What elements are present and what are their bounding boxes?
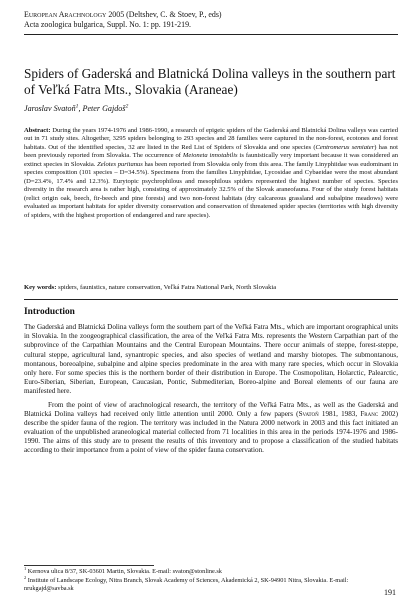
abstract: [24, 127, 398, 220]
intro-p2-text-1: From the point of view of arachnological research, the territory of the Veľká Fatra Mts., as well as the Gaderská and Blatnická Dolina valleys had received only little attention until 2000. Only a few papers (: [24, 400, 398, 418]
footnote-rule: [24, 565, 154, 566]
page-number: 191: [384, 588, 396, 597]
species-1: Centromerus semiater: [315, 143, 375, 151]
citation-2: Franc: [360, 409, 379, 418]
journal-line: [24, 10, 398, 20]
keywords-rule: [24, 299, 398, 300]
species-3: Zelotes puritanus: [97, 160, 143, 168]
footnote-2: [24, 574, 374, 593]
footnote-1-mark: 1: [24, 565, 27, 571]
abstract-text-3: is faunistically very important because it was considered an extinct species in Slovakia.: [24, 152, 398, 168]
intro-p2-text-3: 2002) describe the spider fauna of the region. The territory was included in the Natura 2000 network in 2003 and this fact initiated an evaluation of the unpublished araneological material collected from 71 localities in this area in the periods 1974-1976 and 1986-1990. The aims of this study are to present the results of this inventory and to propose a classification of the studied habitats according to their importance from a point of view of the spider fauna conservation.: [24, 409, 398, 455]
editors: (Deltshev, C. & Stoev, P., eds): [126, 10, 222, 19]
author-2: Peter Gajdoš: [82, 104, 126, 113]
section-heading: Introduction: [24, 307, 75, 317]
abstract-text-4: has been reported from Slovakia only from this area. The family Linyphiidae was eudominant in species composition (101 species – D=34.5%). Specimens from the families Linyphiidae, Lycosidae and Cybaeidae were the most abundant (D=23.4%, 17.4% and 12.3%). Eurytopic psychrophilous and mesophilous spiders represented the highest number of species. Species diversity in the research area is rather high, consisting of approximately 32.5% of the Slovak araneofauna. Four of the study forest habitats (relict origin oak, beech, fir-beech and pine forests) and two non-forest habitats (dry calcareous grassland and subalpine meadows) were evaluated as important habitats for spider diversity conservation and conservation of threatened spider species (territories with high diversity of spiders, with the highest proportion of endangered and rare species).: [24, 160, 398, 219]
author-1-affil: 1: [75, 103, 79, 110]
journal-name: European Arachnology 2005: [24, 10, 125, 19]
citation-1: Svatoň: [298, 409, 319, 418]
header-rule: [24, 34, 398, 35]
author-separator: ,: [78, 104, 83, 113]
abstract-text-1: During the years 1974-1976 and 1986-1990, a research of epigeic spiders of the Gaderská and Blatnická Dolina valleys was carried out in 71 study sites. Altogether, 3295 spiders belonging to 293 species and 28 families were captured in the non-forest, ecotones and forest habitats. Out of the identified species, 32 are listed in the Red List of Spiders of Slovakia and one species (: [24, 127, 398, 151]
keywords-text: spiders, faunistics, nature conservation, Veľká Fatra National Park, North Slovakia: [56, 284, 277, 291]
paper-title: Spiders of Gaderská and Blatnická Dolina valleys in the southern part of Veľká Fatra Mts., Slovakia (Araneae): [24, 66, 396, 97]
intro-paragraph-2: [24, 401, 398, 456]
intro-paragraph-1: The Gaderská and Blatnická Dolina valleys form the southern part of the Veľká Fatra Mts., which are important orographical units in Slovakia. In the zoogeographical classification, the area of the Veľká Fatra Mts. represents the Western Carpathian part of the subprovince of the Carpathian Mountains and the Central European Mountains. There occur animals of steppe, forest-steppe, cultural steppe, agricultural land, synantropic species, and also species of wetland and marshy biotopes. The submontanous, montanous, boreoalpine, subalpine and alpine species predominate in the area with many rare species, which occur in Slovakia only here. For some species this is the northern border of their distribution in Europe. The Cosmopolitan, Holarctic, Palearctic, Euro-Siberian, Siberian, European, Caucasian, Pontic, Submediterian, Boreo-alpine and Boreal elements of our fauna are manifested here.: [24, 323, 398, 396]
footnote-1: [24, 565, 398, 576]
abstract-label: Abstract:: [24, 127, 51, 134]
author-1: Jaroslav Svatoň: [24, 104, 76, 113]
footnote-2-mark: 2: [24, 574, 27, 580]
abstract-text-2: ) has not been previously reported from Slovakia. The occurrence of: [24, 143, 399, 160]
keywords-label: Key words:: [24, 284, 57, 291]
introduction-body: [24, 323, 398, 456]
intro-p2-text-2: 1981, 1983,: [318, 409, 361, 418]
authors: [24, 104, 398, 113]
journal-subline: Acta zoologica bulgarica, Suppl. No. 1: pp. 191-219.: [24, 20, 191, 29]
author-2-affil: 2: [125, 103, 129, 110]
footnote-1-text: Kernova ulica 8/37, SK-03601 Martin, Slovakia. E-mail: svaton@stonline.sk: [26, 568, 222, 575]
footnote-2-text: Institute of Landscape Ecology, Nitra Branch, Slovak Academy of Sciences, Akademická 2, SK-94901 Nitra, Slovakia. E-mail: nrukgajd@savba.sk: [24, 577, 349, 592]
running-header: [24, 10, 398, 30]
keywords: [24, 284, 398, 292]
species-2: Meioneta innotabilis: [182, 152, 238, 160]
